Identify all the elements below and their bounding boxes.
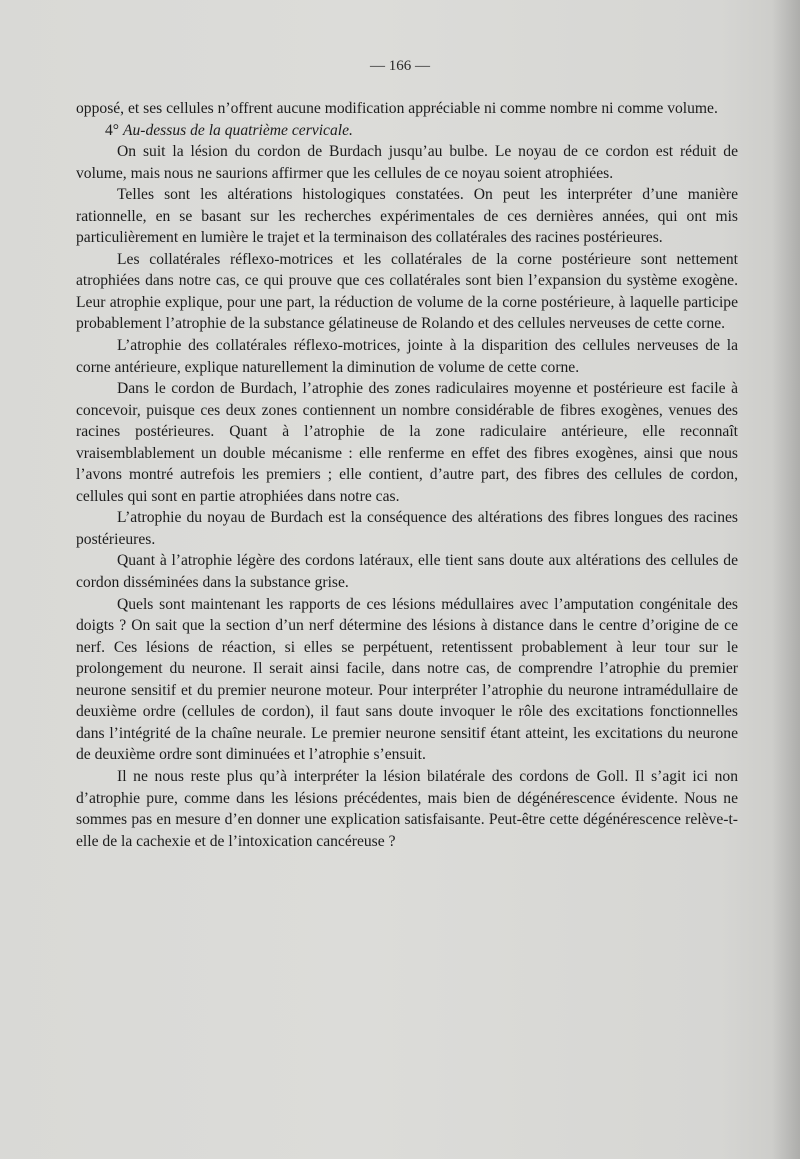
paragraph: L’atrophie des collatérales réflexo-motrices, jointe à la disparition des cellules nerveuses de la corne antérieure, explique naturellement la diminution de volume de cette corne.: [76, 337, 738, 376]
section-number: 4°: [105, 121, 120, 139]
paragraph: L’atrophie du noyau de Burdach est la conséquence des altérations des fibres longues des racines postérieures.: [76, 509, 738, 548]
paragraph: Telles sont les altérations histologiques constatées. On peut les interpréter d’une manière rationnelle, en se basant sur les recherches expérimentales de ces dernières années, qui ont mis particulièrement en lumière le trajet et la terminaison des collatérales des racines postérieures.: [76, 186, 738, 247]
page-number: — 166 —: [370, 58, 430, 74]
page-edge-shadow: [772, 0, 800, 1159]
section-title: Au-dessus de la quatrième cervicale.: [122, 121, 353, 139]
paragraph: Quels sont maintenant les rapports de ces lésions médullaires avec l’amputation congénitale des doigts ? On sait que la section d’un nerf détermine des lésions à distance dans le centre d’origine de ce nerf. Ces lésions de réaction, si elles se perpétuent, retentissent probablement à leur tour sur le prolongement du neurone. Il serait ainsi facile, dans notre cas, de comprendre l’atrophie du premier neurone sensitif et du premier neurone moteur. Pour interpréter l’atrophie du neurone intramédullaire de deuxième ordre (cellules de cordon), il faut sans doute invoquer le rôle des excitations fonctionnelles dans l’intégrité de la chaîne neurale. Le premier neurone sensitif étant atteint, les excitations du neurone de deuxième ordre sont diminuées et l’atrophie s’ensuit.: [76, 595, 738, 764]
paragraph: Quant à l’atrophie légère des cordons latéraux, elle tient sans doute aux altérations des cellules de cordon disséminées dans la substance grise.: [76, 552, 738, 592]
body-text: [76, 98, 738, 852]
paragraph: Dans le cordon de Burdach, l’atrophie des zones radiculaires moyenne et postérieure est facile à concevoir, puisque ces deux zones contiennent un nombre considérable de fibres exogènes, venues des racines postérieures. Quant à l’atrophie de la zone radiculaire antérieure, elle reconnaît vraisemblablement un double mécanisme : elle renferme en effet des fibres exogènes, ainsi que nous l’avons montré autrefois les premiers ; elle contient, d’autre part, des fibres des cellules de cordon, cellules qui sont en partie atrophiées dans notre cas.: [76, 380, 738, 505]
paragraph: Il ne nous reste plus qu’à interpréter la lésion bilatérale des cordons de Goll. Il s’agit ici non d’atrophie pure, comme dans les lésions précédentes, mais bien de dégénérescence évidente. Nous ne sommes pas en mesure d’en donner une explication satisfaisante. Peut-être cette dégénérescence relève-t-elle de la cachexie et de l’intoxication cancéreuse ?: [76, 767, 738, 850]
paragraph: Les collatérales réflexo-motrices et les collatérales de la corne postérieure sont nettement atrophiées dans notre cas, ce qui prouve que ces collatérales sont bien l’expansion du système exogène. Leur atrophie explique, pour une part, la réduction de volume de la corne postérieure, à laquelle participe probablement l’atrophie de la substance gélatineuse de Rolando et des cellules nerveuses de cette corne.: [76, 250, 738, 333]
paragraph-continuation: opposé, et ses cellules n’offrent aucune modification appréciable ni comme nombre ni comme volume.: [76, 100, 718, 117]
paragraph: On suit la lésion du cordon de Burdach jusqu’au bulbe. Le noyau de ce cordon est réduit de volume, mais nous ne saurions affirmer que les cellules de ce noyau soient atrophiées.: [76, 143, 738, 182]
section-heading: [76, 120, 738, 142]
